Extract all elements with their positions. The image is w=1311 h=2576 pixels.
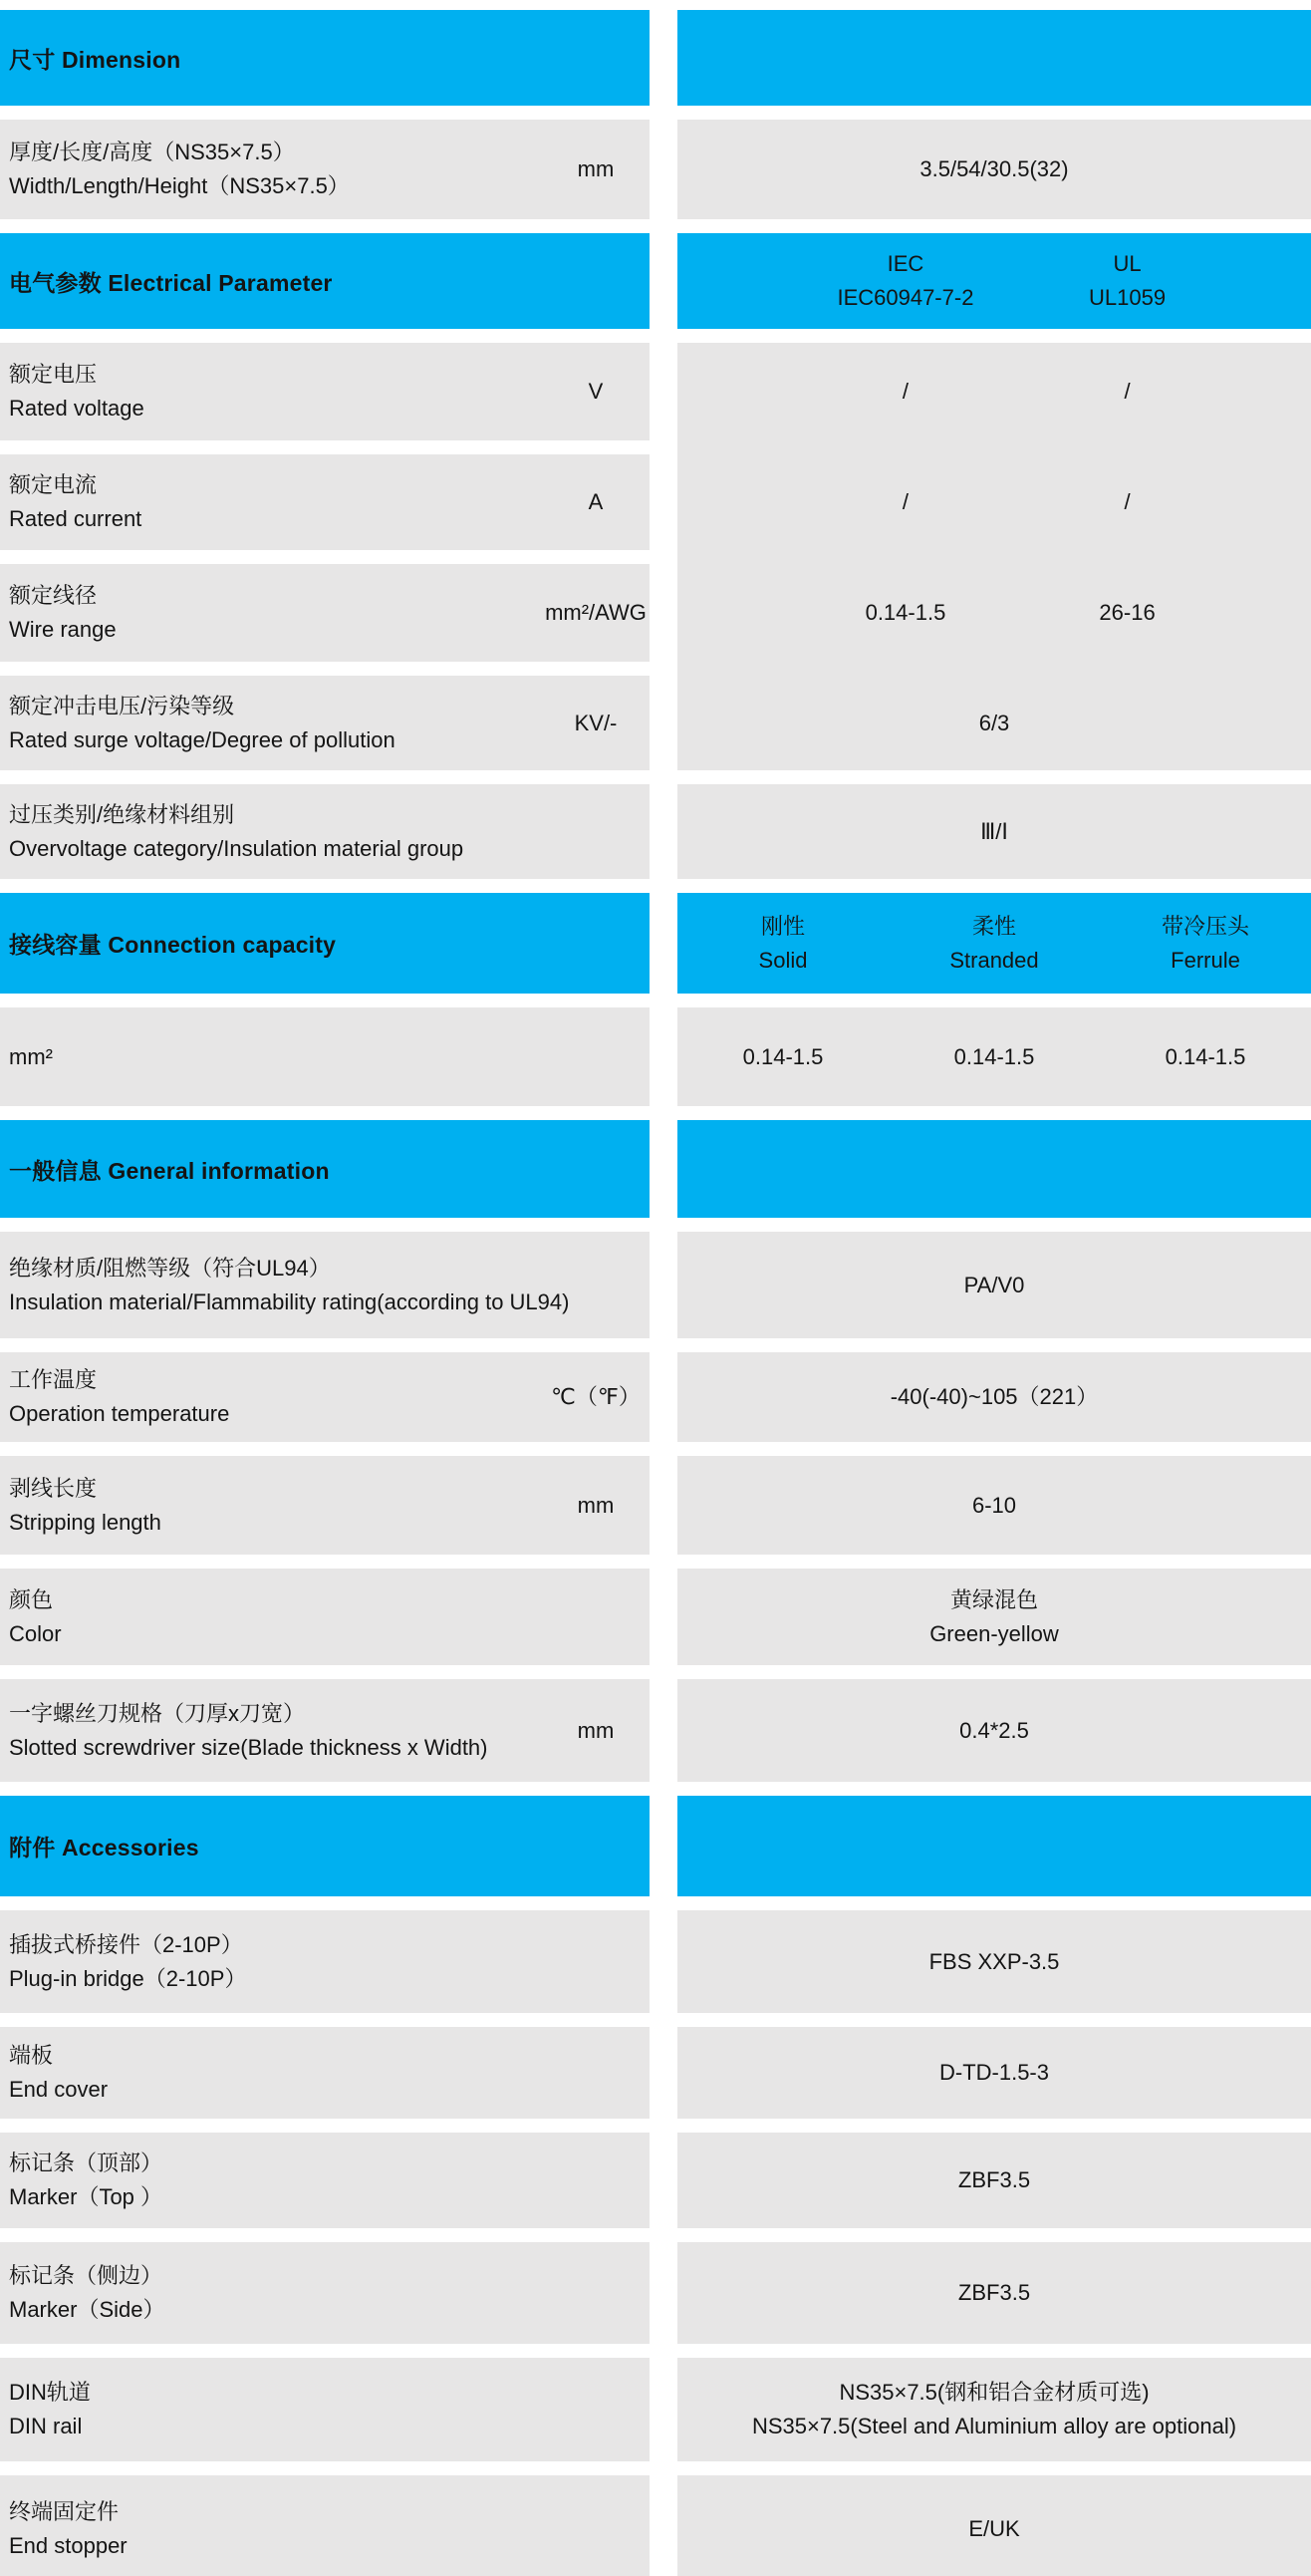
row-bridge-label	[0, 1928, 650, 1996]
row-size	[0, 120, 650, 219]
row-size-label-zh: 厚度/长度/高度（NS35×7.5）	[9, 140, 295, 164]
row-marker-side-label-en: Marker（Side）	[9, 2297, 165, 2322]
row-end-stopper	[0, 2475, 650, 2576]
column-header-ferrule-en: Ferrule	[1171, 947, 1240, 973]
column-header-solid-zh: 刚性	[760, 913, 805, 939]
row-end-cover-label-zh: 端板	[9, 2043, 54, 2068]
row-temperature-label-en: Operation temperature	[9, 1401, 230, 1426]
row-screwdriver-label-zh: 一字螺丝刀规格（刀厚x刀宽）	[9, 1700, 306, 1726]
section-header-dimension-right	[677, 10, 1311, 106]
row-temperature	[0, 1352, 650, 1442]
row-capacity-values-thirds	[677, 1007, 1311, 1106]
row-end-stopper-label-zh: 终端固定件	[9, 2498, 120, 2524]
row-voltage	[0, 343, 650, 440]
row-insulation-label-en: Insulation material/Flammability rating(according to UL94)	[9, 1288, 570, 1314]
column-header-solid	[677, 910, 889, 978]
row-color-label-zh: 颜色	[9, 1586, 54, 1612]
row-wire-range	[0, 564, 650, 662]
section-header-electrical-title: 电气参数 Electrical Parameter	[9, 269, 333, 296]
row-bridge-label-en: Plug-in bridge（2-10P）	[9, 1965, 247, 1991]
row-din-rail-label	[0, 2376, 650, 2443]
row-capacity-label: mm²	[9, 1043, 53, 1069]
row-temperature-label	[0, 1363, 542, 1431]
row-screwdriver-value: 0.4*2.5	[677, 1679, 1311, 1782]
row-din-rail-label-en: DIN rail	[9, 2414, 83, 2438]
row-wire-range-value-iec: 0.14-1.5	[865, 600, 946, 625]
row-voltage-label	[0, 358, 542, 426]
row-insulation	[0, 1232, 650, 1338]
column-header-ferrule	[1100, 910, 1311, 978]
row-capacity-value-stranded: 0.14-1.5	[953, 1043, 1035, 1069]
row-din-rail-label-zh: DIN轨道	[9, 2380, 91, 2405]
row-stripping-value: 6-10	[677, 1456, 1311, 1555]
row-end-cover-label-en: End cover	[9, 2077, 109, 2102]
row-wire-range-values	[677, 564, 1311, 662]
row-current-unit: A	[588, 489, 604, 514]
row-current-label-en: Rated current	[9, 506, 142, 531]
row-din-rail-value-stack	[752, 2376, 1236, 2443]
row-surge-values	[677, 676, 1311, 770]
row-capacity-value-solid: 0.14-1.5	[742, 1043, 824, 1069]
row-overvoltage-label-zh: 过压类别/绝缘材料组别	[9, 801, 235, 827]
section-header-general	[0, 1120, 650, 1218]
row-bridge-label-zh: 插拔式桥接件（2-10P）	[9, 1931, 243, 1957]
row-marker-top-label	[0, 2147, 650, 2214]
row-insulation-label-zh: 绝缘材质/阻燃等级（符合UL94）	[9, 1255, 331, 1281]
section-header-accessories-title: 附件 Accessories	[9, 1835, 199, 1860]
connection-column-headers	[677, 893, 1311, 994]
row-surge	[0, 676, 650, 770]
row-color-value	[677, 1569, 1311, 1665]
column-header-stranded-en: Stranded	[949, 947, 1039, 973]
row-din-rail	[0, 2358, 650, 2461]
row-current-value-iec: /	[902, 489, 910, 514]
row-stripping-label-en: Stripping length	[9, 1509, 161, 1535]
column-header-ul-line1: UL	[1113, 251, 1142, 276]
row-marker-top-value: ZBF3.5	[677, 2133, 1311, 2228]
row-marker-side-label-zh: 标记条（侧边）	[9, 2263, 163, 2288]
row-current-label	[0, 468, 542, 536]
column-header-iec	[837, 247, 973, 315]
row-overvoltage-label-en: Overvoltage category/Insulation material group	[9, 835, 464, 861]
row-stripping	[0, 1456, 650, 1555]
row-screwdriver	[0, 1679, 650, 1782]
row-capacity-value-ferrule: 0.14-1.5	[1165, 1043, 1246, 1069]
row-voltage-unit: V	[588, 379, 604, 404]
row-current-label-zh: 额定电流	[9, 472, 98, 497]
row-screwdriver-label-en: Slotted screwdriver size(Blade thickness x Width)	[9, 1734, 488, 1760]
row-screwdriver-unit: mm	[577, 1717, 615, 1743]
row-marker-side-label	[0, 2259, 650, 2327]
row-overvoltage-value: Ⅲ/Ⅰ	[677, 784, 1311, 879]
row-current-values	[677, 454, 1311, 550]
row-voltage-values	[677, 343, 1311, 440]
row-color-value-en: Green-yellow	[929, 1620, 1059, 1646]
row-end-stopper-label	[0, 2495, 650, 2563]
row-color-value-stack	[929, 1583, 1059, 1651]
column-header-solid-en: Solid	[758, 947, 808, 973]
column-header-ul-line2: UL1059	[1089, 285, 1167, 310]
row-stripping-unit: mm	[577, 1492, 615, 1518]
row-size-unit: mm	[577, 156, 615, 181]
row-end-cover	[0, 2027, 650, 2119]
row-surge-unit: KV/-	[574, 710, 618, 735]
column-header-ul	[1089, 247, 1166, 315]
row-din-rail-value-zh: NS35×7.5(钢和铝合金材质可选)	[839, 2380, 1150, 2405]
row-size-label	[0, 136, 542, 203]
electrical-values-block	[677, 343, 1311, 770]
row-wire-range-label-en: Wire range	[9, 617, 117, 642]
row-temperature-unit: ℃（℉）	[551, 1384, 641, 1409]
row-color-label	[0, 1583, 650, 1651]
row-bridge	[0, 1910, 650, 2013]
row-size-label-en: Width/Length/Height（NS35×7.5）	[9, 173, 350, 198]
row-size-value: 3.5/54/30.5(32)	[677, 120, 1311, 219]
row-marker-side-value: ZBF3.5	[677, 2242, 1311, 2344]
row-wire-range-value-ul: 26-16	[1099, 600, 1156, 625]
section-header-connection	[0, 893, 650, 994]
row-overvoltage-label	[0, 798, 650, 866]
row-wire-range-label	[0, 579, 542, 647]
row-surge-label	[0, 690, 542, 757]
row-color-value-zh: 黄绿混色	[949, 1586, 1038, 1612]
row-capacity	[0, 1007, 650, 1106]
row-din-rail-value	[677, 2358, 1311, 2461]
row-current-value-ul: /	[1124, 489, 1131, 514]
row-surge-label-zh: 额定冲击电压/污染等级	[9, 693, 235, 718]
row-voltage-label-en: Rated voltage	[9, 396, 144, 421]
section-header-general-right	[677, 1120, 1311, 1218]
row-marker-top	[0, 2133, 650, 2228]
row-marker-top-label-zh: 标记条（顶部）	[9, 2150, 163, 2175]
section-header-accessories	[0, 1796, 650, 1896]
row-insulation-label	[0, 1252, 650, 1319]
section-header-dimension-title: 尺寸 Dimension	[9, 46, 181, 73]
column-header-ferrule-zh: 带冷压头	[1161, 913, 1249, 939]
row-end-cover-value: D-TD-1.5-3	[677, 2027, 1311, 2119]
row-end-cover-label	[0, 2039, 650, 2107]
section-header-electrical-right	[677, 233, 1311, 329]
row-bridge-value: FBS XXP-3.5	[677, 1910, 1311, 2013]
row-voltage-value-ul: /	[1124, 379, 1131, 404]
row-wire-range-label-zh: 额定线径	[9, 583, 98, 608]
column-header-stranded-zh: 柔性	[971, 913, 1016, 939]
section-header-accessories-right	[677, 1796, 1311, 1896]
row-voltage-label-zh: 额定电压	[9, 362, 98, 387]
row-color-label-en: Color	[9, 1620, 62, 1646]
row-end-stopper-value: E/UK	[677, 2475, 1311, 2576]
row-insulation-value: PA/V0	[677, 1232, 1311, 1338]
row-wire-range-unit: mm²/AWG	[545, 600, 647, 625]
row-temperature-value: -40(-40)~105（221）	[677, 1352, 1311, 1442]
row-din-rail-value-en: NS35×7.5(Steel and Aluminium alloy are optional)	[751, 2414, 1237, 2438]
row-surge-label-en: Rated surge voltage/Degree of pollution	[9, 726, 395, 752]
row-voltage-value-iec: /	[902, 379, 910, 404]
row-overvoltage	[0, 784, 650, 879]
column-header-iec-line1: IEC	[887, 251, 924, 276]
row-screwdriver-label	[0, 1697, 542, 1765]
section-header-general-title: 一般信息 General information	[9, 1157, 330, 1184]
row-stripping-label	[0, 1472, 542, 1540]
row-surge-value: 6/3	[978, 710, 1010, 735]
section-header-electrical	[0, 233, 650, 329]
row-color	[0, 1569, 650, 1665]
row-end-stopper-label-en: End stopper	[9, 2532, 128, 2558]
row-capacity-values	[677, 1007, 1311, 1106]
section-header-connection-right	[677, 893, 1311, 994]
section-header-dimension	[0, 10, 650, 106]
section-header-connection-title: 接线容量 Connection capacity	[9, 932, 337, 958]
row-temperature-label-zh: 工作温度	[9, 1367, 98, 1392]
column-header-iec-line2: IEC60947-7-2	[837, 285, 974, 310]
row-current	[0, 454, 650, 550]
row-marker-side	[0, 2242, 650, 2344]
row-stripping-label-zh: 剥线长度	[9, 1475, 98, 1501]
row-marker-top-label-en: Marker（Top ）	[9, 2184, 163, 2209]
column-header-stranded	[889, 910, 1100, 978]
